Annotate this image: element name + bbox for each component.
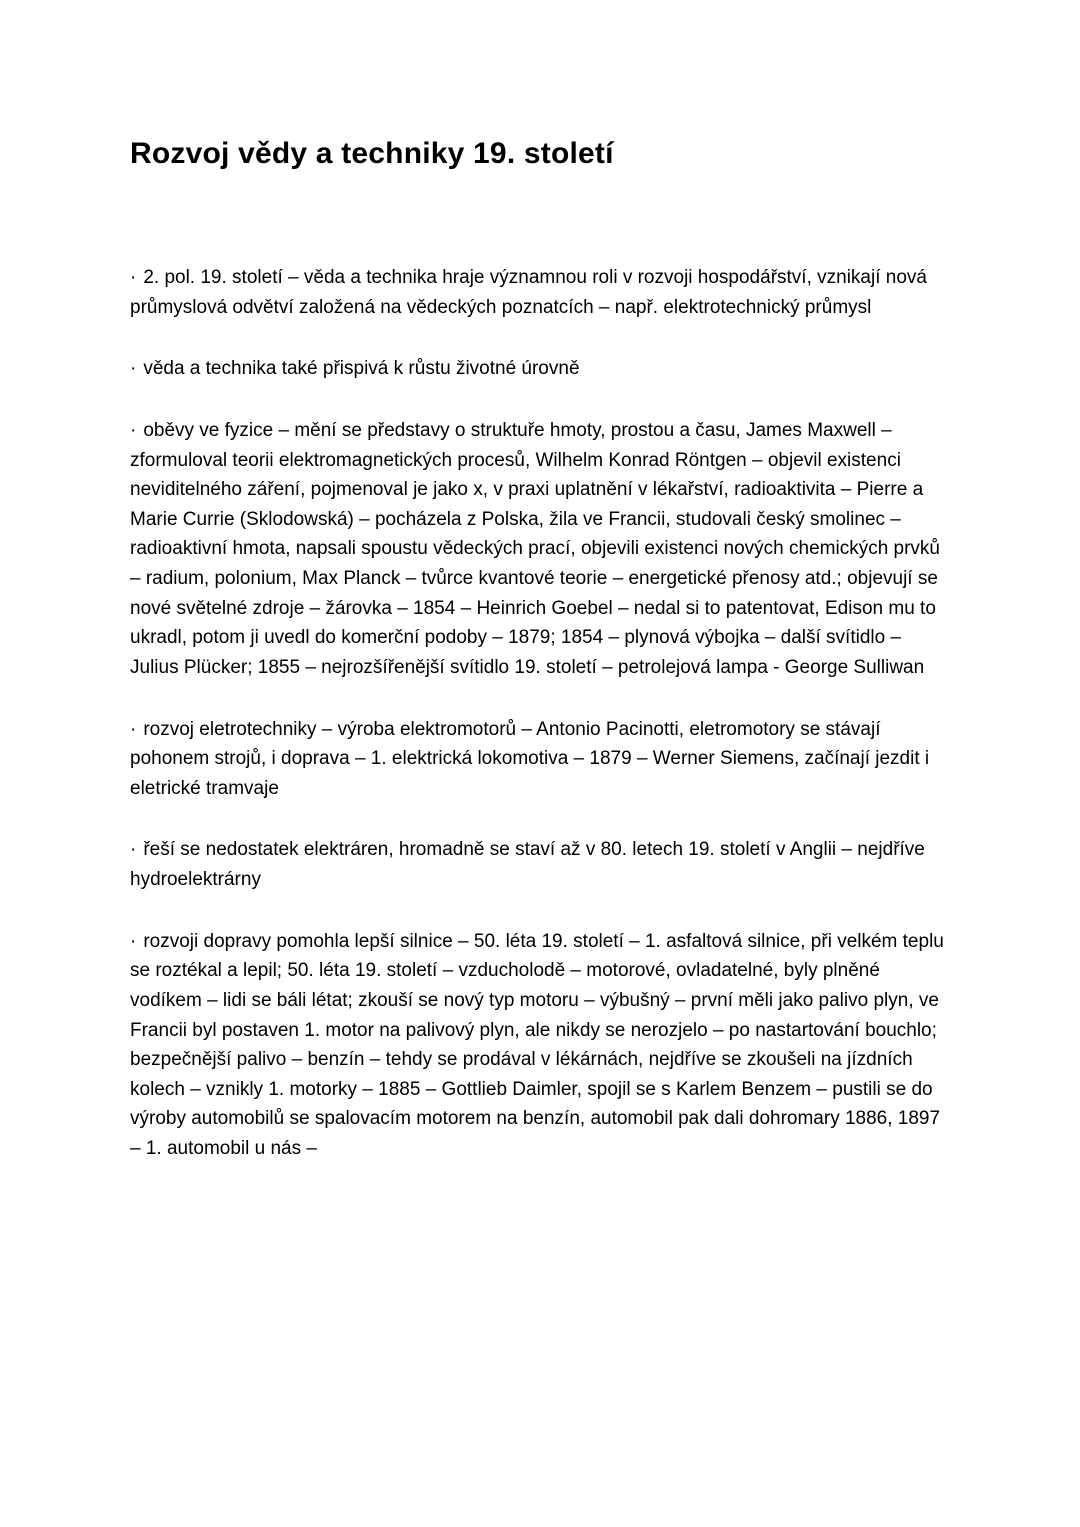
paragraph <box>130 835 952 894</box>
paragraph-text: 2. pol. 19. století – věda a technika hraje významnou roli v rozvoji hospodářství, vznikají nová průmyslová odvětví založená na vědeckých poznatcích – např. elektrotechnický průmysl <box>130 267 927 318</box>
paragraph-text: řeší se nedostatek elektráren, hromadně se staví až v 80. letech 19. století v Anglii – nejdříve hydroelektrárny <box>130 839 925 890</box>
bullet-marker: · <box>130 718 137 740</box>
paragraph-text: rozvoj eletrotechniky – výroba elektromotorů – Antonio Pacinotti, eletromotory se stávají pohonem strojů, i doprava – 1. elektrická lokomotiva – 1879 – Werner Siemens, začínají jezdit i eletrické tramvaje <box>130 718 930 799</box>
paragraph <box>130 354 952 384</box>
paragraph-text: rozvoji dopravy pomohla lepší silnice – 50. léta 19. století – 1. asfaltová silnice, při velkém teplu se roztékal a lepil; 50. léta 19. století – vzducholodě – motorové, ovladatelné, byly plněné vodíkem – lidi se báli létat; zkouší se nový typ motoru – výbušný – první měli jako palivo plyn, ve Francii byl postaven 1. motor na palivový plyn, ale nikdy se nerozjelo – po nastartování bouchlo; bezpečnější palivo – benzín – tehdy se prodával v lékárnách, nejdříve se zkoušeli na jízdních kolech – vznikly 1. motorky – 1885 – Gottlieb Daimler, spojil se s Karlem Benzem – pustili se do výroby automobilů se spalovacím motorem na benzín, automobil pak dali dohromary 1886, 1897 – 1. automobil u nás – <box>130 930 944 1159</box>
bullet-marker: · <box>130 419 137 441</box>
paragraph-text: oběvy ve fyzice – mění se představy o struktuře hmoty, prostou a času, James Maxwell – zformuloval teorii elektromagnetických procesů, Wilhelm Konrad Röntgen – objevil existenci neviditelného záření, pojmenoval je jako x, v praxi uplatnění v lékařství, radioaktivita – Pierre a Marie Currie (Sklodowská) – pocházela z Polska, žila ve Francii, studovali český smolinec – radioaktivní hmota, napsali spoustu vědeckých prací, objevili existenci nových chemických prvků – radium, polonium, Max Planck – tvůrce kvantové teorie – energetické přenosy atd.; objevují se nové světelné zdroje – žárovka – 1854 – Heinrich Goebel – nedal si to patentovat, Edison mu to ukradl, potom ji uvedl do komerční podoby – 1879; 1854 – plynová výbojka – další svítidlo – Julius Plücker; 1855 – nejrozšířenější svítidlo 19. století – petrolejová lampa - George Sulliwan <box>130 419 940 678</box>
paragraph-text: věda a technika také přispivá k růstu životné úrovně <box>143 358 580 380</box>
document-body <box>130 263 952 1164</box>
paragraph <box>130 715 952 804</box>
paragraph <box>130 927 952 1164</box>
page-title: Rozvoj vědy a techniky 19. století <box>130 137 614 170</box>
bullet-marker: · <box>130 358 137 380</box>
bullet-marker: · <box>130 839 137 861</box>
paragraph <box>130 416 952 683</box>
bullet-marker: · <box>130 267 137 288</box>
paragraph <box>130 263 952 322</box>
bullet-marker: · <box>130 930 137 952</box>
